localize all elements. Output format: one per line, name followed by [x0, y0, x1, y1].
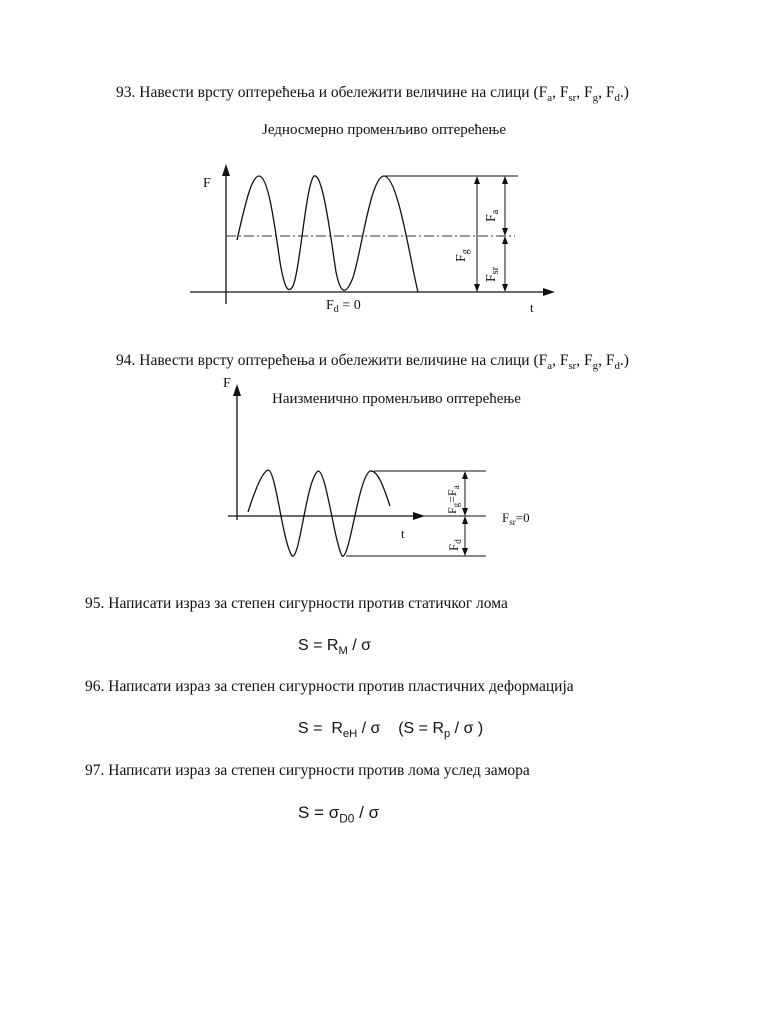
- formula-part: S = σ: [298, 803, 340, 822]
- question-number: 94.: [116, 352, 136, 369]
- formula-sub: eH: [342, 728, 358, 741]
- symbol-sub: sr: [568, 92, 577, 105]
- formula-part: / σ ): [450, 720, 484, 737]
- symbol-sub: a: [547, 92, 553, 105]
- fg-fa-label: $F_g=F_a$: [445, 485, 461, 514]
- formula-part: S = R: [298, 637, 339, 654]
- answer-title-94: Наизменично променљиво оптерећење: [272, 391, 521, 407]
- y-axis-label: F: [223, 376, 231, 391]
- symbol: , F: [552, 84, 569, 101]
- symbol-sub: g: [592, 360, 599, 373]
- formula-part: S = R: [298, 720, 343, 737]
- symbol: F: [538, 84, 548, 101]
- formula-97: [298, 803, 379, 825]
- question-text: Навести врсту оптерећења и обележити величине на слици (: [139, 352, 539, 369]
- formula-sub: D0: [339, 811, 355, 826]
- symbol: , F: [576, 352, 593, 369]
- formula-part: / σ (S = R: [357, 720, 444, 737]
- question-95: [85, 595, 508, 613]
- symbol-sub: g: [592, 92, 599, 105]
- question-text: Написати израз за степен сигурности против лома услед замора: [108, 762, 530, 779]
- symbol-sub: a: [547, 360, 553, 373]
- arrow-head: [462, 508, 468, 516]
- fsr-label: $F_{sr}=0$: [502, 510, 530, 527]
- fa-label: $F_a$: [484, 209, 501, 222]
- answer-title-93: Једносмерно променљиво оптерећење: [262, 122, 507, 138]
- x-axis-label: t: [530, 300, 534, 315]
- symbol: F: [538, 352, 548, 369]
- formula-95: [298, 637, 371, 657]
- fsr-label: $F_{sr}$: [484, 266, 501, 282]
- fd-label: $F_d$: [446, 539, 463, 551]
- arrow-head: [462, 471, 468, 479]
- symbol: , F: [598, 352, 615, 369]
- formula-96: [298, 720, 483, 740]
- load-wave: [248, 470, 390, 556]
- y-axis-label: F: [203, 176, 211, 191]
- symbol: , F: [598, 84, 615, 101]
- arrow-head: [462, 516, 468, 524]
- y-axis-arrow: [233, 384, 241, 396]
- symbol: , F: [552, 352, 569, 369]
- arrow-head: [462, 548, 468, 556]
- symbol: .): [619, 84, 629, 101]
- symbol: , F: [576, 84, 593, 101]
- fd-label: $F_d = 0$: [326, 298, 361, 315]
- question-number: 93.: [116, 84, 136, 101]
- formula-part: / σ: [347, 637, 372, 654]
- formula-sub: p: [444, 728, 451, 741]
- question-97: [85, 762, 530, 780]
- x-axis-label: t: [401, 526, 405, 541]
- formula-part: / σ: [354, 803, 380, 822]
- question-number: 97.: [85, 762, 105, 779]
- question-text: Написати израз за степен сигурности против статичког лома: [108, 595, 508, 612]
- question-number: 95.: [85, 595, 105, 612]
- symbol: .): [619, 352, 629, 369]
- formula-sub: M: [338, 645, 348, 658]
- question-number: 96.: [85, 678, 105, 695]
- symbol-sub: d: [614, 360, 620, 373]
- question-text: Написати израз за степен сигурности против пластичних деформација: [108, 678, 574, 695]
- question-text: Навести врсту оптерећења и обележити величине на слици (: [139, 84, 539, 101]
- symbol-sub: sr: [568, 360, 577, 373]
- symbol-sub: d: [614, 92, 620, 105]
- fg-label: $F_g$: [454, 249, 471, 262]
- question-96: [85, 678, 574, 696]
